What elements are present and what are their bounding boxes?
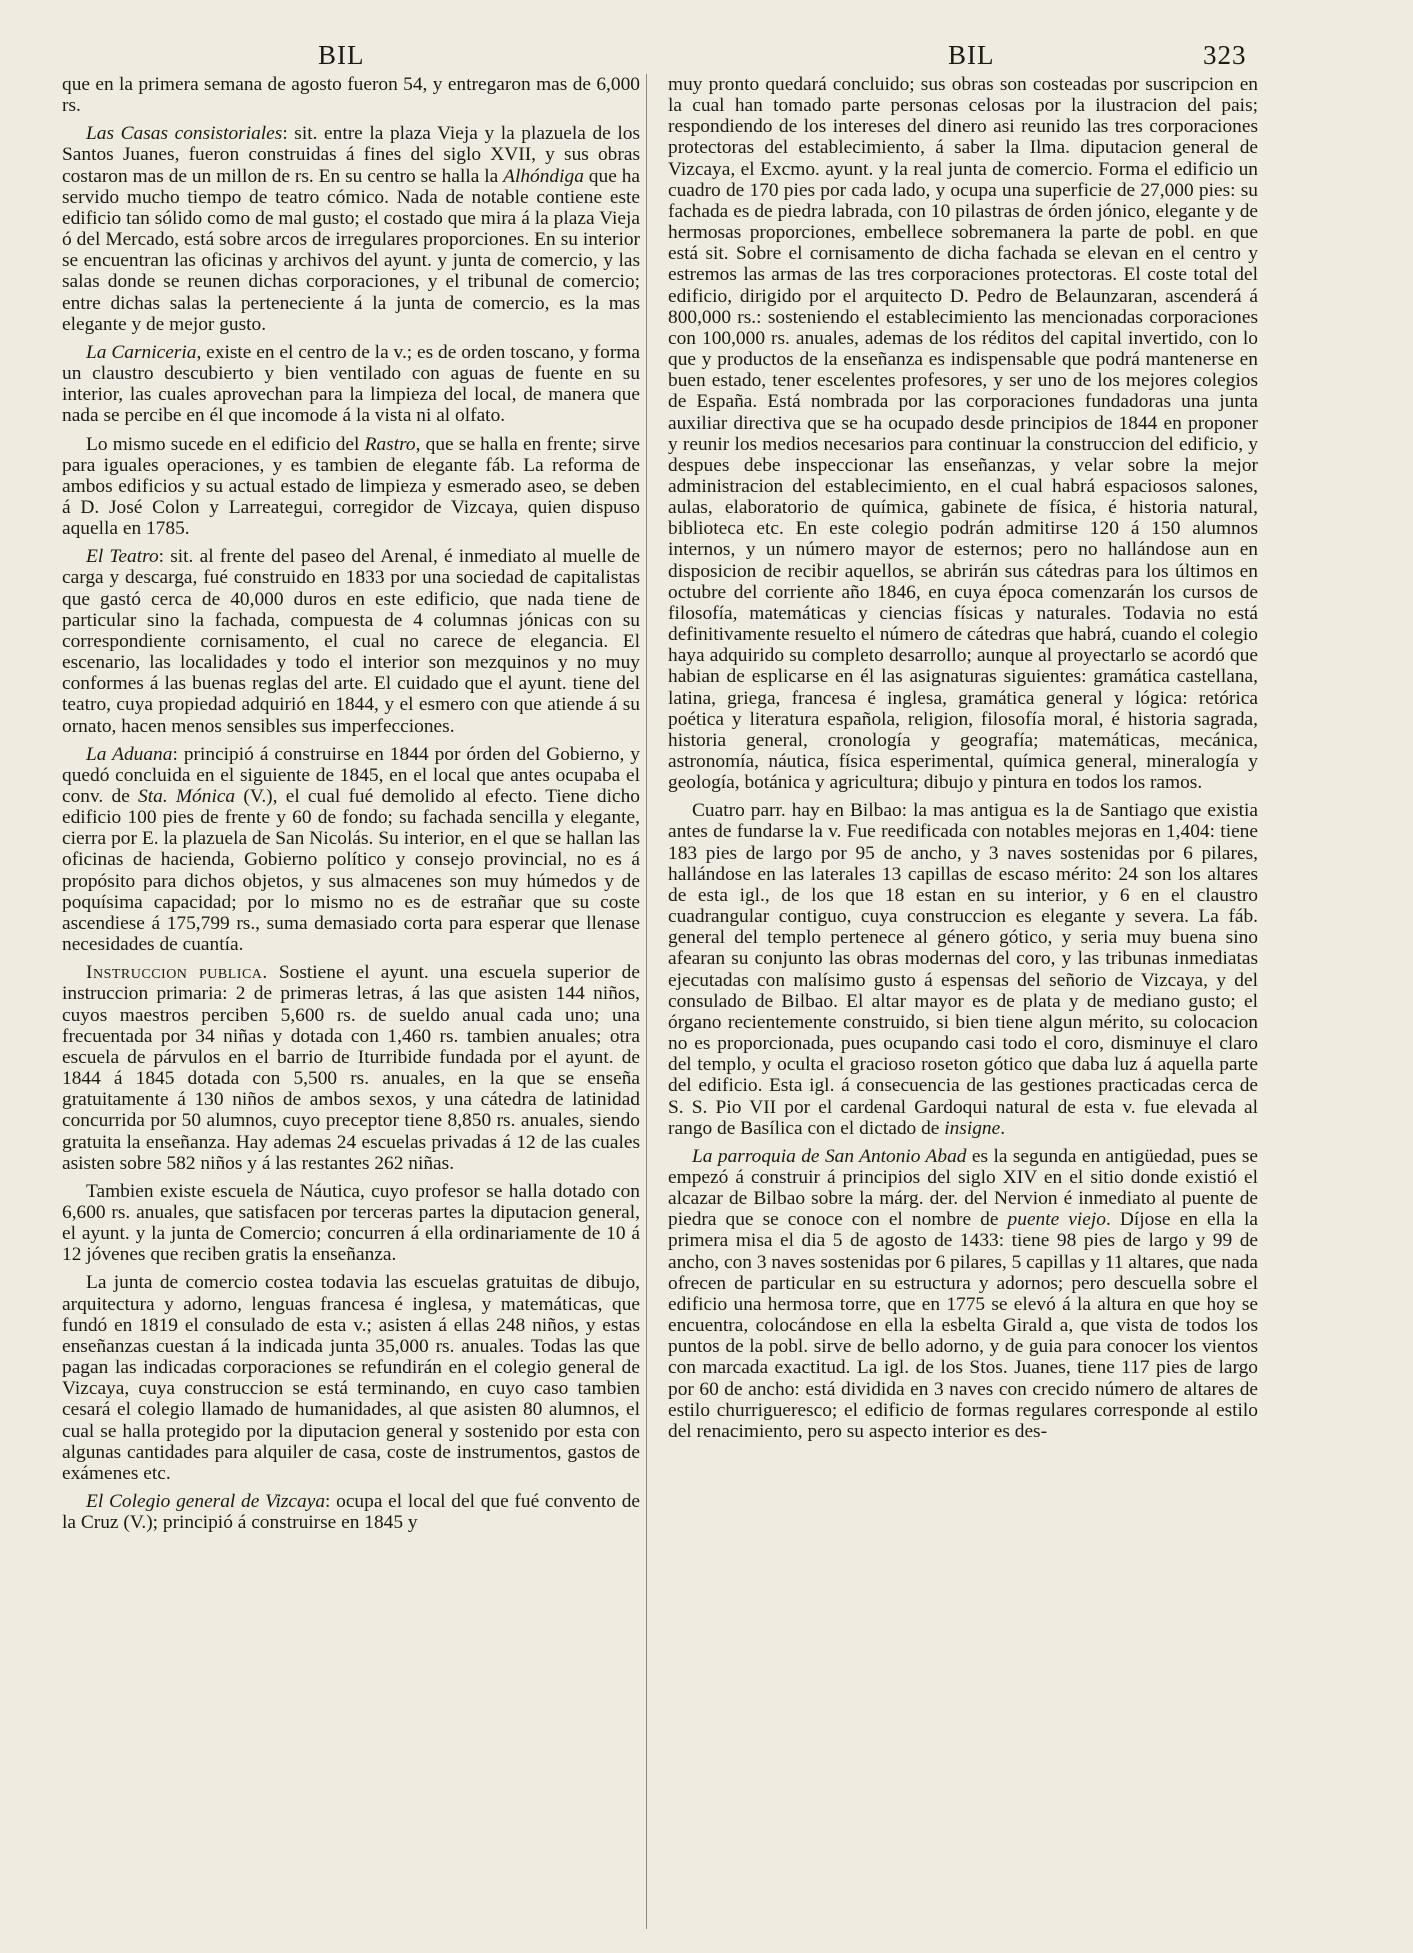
italic-term: Alhóndiga [503,165,584,187]
left-column [62,74,640,1936]
italic-term: Sta. Mónica [138,786,236,807]
italic-term: La parroquia de San Antonio Abad [692,1145,967,1167]
paragraph [62,1181,640,1266]
italic-term: insigne [944,1117,1001,1139]
paragraph [62,962,640,1174]
text-run: Lo mismo sucede en el edificio del [86,433,365,455]
italic-term: El Colegio general de Vizcaya [86,1491,326,1512]
italic-term: Rastro [364,433,416,455]
paragraph [62,1491,640,1533]
paragraph [62,1272,640,1484]
text-run: Cuatro parr. hay en Bilbao: la mas antigua es la de Santiago que existia antes de fundarse la v. Fue reedificada con notables mejoras en 1,404: tiene 183 pies de largo por 95 de ancho, y 3 naves sostenidas por 6 pilares, hallándose en las laterales 13 capillas de escaso mérito: 24 son los altares de esta igl., de los que 18 estan en su interior, y 6 en el claustro cuadrangular contiguo, cuya construccion es elegante y severa. La fáb. general del templo pertenece al género gótico, y seria muy buena sino afearan su conjunto las obras modernas del coro, y las tribunas inmediatas ejecutadas con malísimo gusto á espensas del señorio de Vizcaya, y del consulado de Bilbao. El altar mayor es de plata y de mediano gusto; el órgano recientemente construido, si bien tiene algun mérito, su colocacion no es proporcionada, pues ocupando casi todo el coro, disminuye el claro del templo, y oculta el gracioso roseton gótico que daba luz á aquella parte del edificio. Esta igl. á consecuencia de las gestiones practicadas cerca de S. S. Pio VII por el cardenal Gardoqui natural de esta v. fue elevada al rango de Basílica con el dictado de [668,800,1258,1139]
italic-term: Las Casas consistoriales [86,123,283,145]
running-head-left: BIL [318,40,365,70]
page-number: 323 [1203,40,1247,70]
paragraph [62,74,640,116]
text-run: . [1000,1117,1006,1139]
text-run: La junta de comercio costea todavia las escuelas gratuitas de dibujo, arquitectura y adorno, lenguas francesa é inglesa, y matemáticas, que fundó en 1819 el consulado de esta v.; asisten á ellas 248 niños, y estas enseñanzas cuestan á la indicada junta 35,000 rs. anuales. Todas las que pagan las indicadas corporaciones se refundirán en el colegio general de Vizcaya, cuya construccion se está terminando, en cuyo caso tambien cesará el colegio llamado de humanidades, al que asisten 80 alumnos, el cual se halla protegido por la diputacion general y sostenido por esta con algunas cantidades para alquiler de casa, coste de instrumentos, gastos de exámenes etc. [62,1272,640,1484]
text-run: que ha servido mucho tiempo de teatro cómico. Nada de notable contiene este edificio tan sólido como de mal gusto; el costado que mira á la plaza Vieja ó del Mercado, está sobre arcos de irregulares proporciones. En su interior se encuentran las oficinas y archivos del ayunt. y junta de comercio, y las salas donde se reunen dichas corporaciones, y el tribunal de comercio; entre dichas salas la perteneciente á la junta de comercio, es la mas elegante y de mejor gusto. [62,165,640,335]
text-run: , existe en el centro de la v.; es de orden toscano, y forma un claustro descubierto y bien ventilado con aguas de fuente en su interior, las cuales aprovechan para la limpieza del local, de manera que nada se percibe en él que incomode á la vista ni al olfato. [62,341,640,427]
paragraph [62,546,640,736]
section-heading: Instruccion publica. [86,962,268,984]
column-rule [646,74,647,1929]
text-run: : sit. al frente del paseo del Arenal, é inmediato al muelle de carga y descarga, fué construido en 1833 por una sociedad de capitalistas que gastó cerca de 40,000 duros en este edificio, que nada tiene de particular sino la fachada, compuesta de 4 columnas jónicas con su correspondiente cornisamento, el cual no carece de elegancia. El escenario, las localidades y todo el interior son mezquinos y no muy conformes á las buenas reglas del arte. El cuidado que el ayunt. tiene del teatro, cuya propiedad adquirió en 1844, y el esmero con que atiende á su ornato, hacen menos sensibles sus imperfecciones. [62,546,640,737]
paragraph [62,434,640,540]
text-run: Sostiene el ayunt. una escuela superior de instruccion primaria: 2 de primeras letras, á las que asisten 144 niños, cuyos maestros perciben 5,600 rs. de sueldo anual cada uno; una frecuentada por 34 niñas y dotada con 1,460 rs. tambien anuales; otra escuela de párvulos en el barrio de Iturribide fundada por el ayunt. de 1844 á 1845 dotada con 5,500 rs. anuales, en la que se enseña gratuitamente á 130 niños de ambos sexos, y una cátedra de latinidad concurrida por 50 alumnos, cuyo preceptor tiene 8,850 rs. anuales, siendo gratuita la enseñanza. Hay ademas 24 escuelas privadas á 12 de las cuales asisten sobre 582 niños y á las restantes 262 niñas. [62,962,640,1174]
running-head-right: BIL [948,40,995,70]
paragraph [668,74,1258,793]
text-run: (V.), el cual fué demolido al efecto. Tiene dicho edificio 100 pies de frente y 60 de fondo; su fachada sencilla y elegante, cierra por E. la plazuela de San Nicolás. Su interior, en el que se hallan las oficinas de hacienda, Gobierno político y consejo provincial, no es á propósito para dichos objetos, y sus almacenes son muy húmedos y de poquísima capacidad; por lo mismo no es de estrañar que su coste ascendiese á 175,799 rs., suma demasiado corta para esperar que llenase necesidades de cuantía. [62,786,640,956]
text-run: . Díjose en ella la primera misa el dia 5 de agosto de 1433: tiene 98 pies de largo y 99 de ancho, con 3 naves sostenidas por 6 pilares, 5 capillas y 11 altares, que nada ofrecen de particular en su estructura y adornos; pero descuella sobre el edificio una hermosa torre, que en 1775 se elevó á la altura en que hoy se encuentra, colocándose en ella la esbelta Girald a, que vista de todos los puntos de la pobl. sirve de bello adorno, y de guia para conocer los vientos con marcada exactitud. La igl. de los Stos. Juanes, tiene 117 pies de largo por 60 de ancho: está dividida en 3 naves con crecido número de altares de estilo churrigueresco; el edificio de formas regulares corresponde al estilo del renacimiento, pero su aspecto interior es des- [668,1209,1258,1442]
paragraph [668,800,1258,1139]
text-run: es la segunda en antigüedad, pues se empezó á construir á principios del siglo XIV en el sitio donde existió el alcazar de Bilbao sobre la márg. der. del Nervion é inmediato al puente de piedra que se conoce con el nombre de [668,1145,1258,1231]
italic-term: El Teatro [86,546,159,568]
text-run: : ocupa el local del que fué convento de la Cruz (V.); principió á construirse en 1845 y [62,1491,640,1534]
paragraph [62,342,640,427]
text-run: : sit. entre la plaza Vieja y la plazuela de los Santos Juanes, fueron construidas á fines del siglo XVII, y sus obras costaron mas de un millon de rs. En su centro se halla la [62,123,640,187]
italic-term: La Carniceria [86,341,197,363]
paragraph [668,1146,1258,1442]
right-column [668,74,1258,1936]
text-run: , que se halla en frente; sirve para iguales operaciones, y es tambien de elegante fáb. La reforma de ambos edificios y su actual estado de limpieza y esmerado aseo, se deben á D. José Colon y Larreategui, corregidor de Vizcaya, quien dispuso aquella en 1785. [62,433,640,540]
text-run: Tambien existe escuela de Náutica, cuyo profesor se halla dotado con 6,600 rs. anuales, que satisfacen por terceras partes la diputacion general, el ayunt. y la junta de Comercio; concurren á ella ordinariamente de 10 á 12 jóvenes que reciben gratis la enseñanza. [62,1180,640,1266]
paragraph [62,123,640,335]
paragraph [62,744,640,956]
italic-term: puente viejo [1007,1209,1106,1231]
text-run: muy pronto quedará concluido; sus obras son costeadas por suscripcion en la cual han tomado parte personas celosas por la ilustracion del pais; respondiendo de los intereses del dinero asi reunido las tres corporaciones protectoras del establecimiento, á saber la Ilma. diputacion general de Vizcaya, el Excmo. ayunt. y la real junta de comercio. Forma el edificio un cuadro de 170 pies por cada lado, y ocupa una superficie de 27,000 pies: su fachada es de piedra labrada, con 10 pilastras de órden jónico, elegante y de hermosas proporciones, embellece sobremanera la parte de pobl. en que está sit. Sobre el cornisamento de dicha fachada se elevan en el centro y estremos las armas de las tres corporaciones protectoras. El coste total del edificio, dirigido por el arquitecto D. Pedro de Belaunzaran, ascenderá á 800,000 rs.: sosteniendo el establecimiento las mencionadas corporaciones con 100,000 rs. anuales, ademas de los réditos del capital invertido, con lo que y productos de la enseñanza es indispensable que podrá mantenerse en buen estado, tener escelentes profesores, y ser uno de los mejores colegios de España. Está nombrada por las corporaciones fundadoras una junta auxiliar directiva que se ha ocupado desde principios de 1844 en proponer y reunir los medios necesarios para continuar la construccion del edificio, y despues debe inspeccionar las enseñanzas, y velar sobre la mejor administracion del establecimiento, en el cual habrá espaciosos salones, aulas, elaboratorio de química, gabinete de física, é historia natural, biblioteca etc. En este colegio podrán admitirse 120 á 150 alumnos internos, y un número mayor de esternos; pero no hallándose aun en disposicion de recibir aquellos, se abrirán sus cátedras para los últimos en octubre del corriente año 1846, en cuya época comenzarán los cursos de filosofía, matemáticas y ciencias físicas y naturales. Todavia no está definitivamente resuelto el número de cátedras que habrá, cuando el colegio haya adquirido su completo desarrollo; aunque al proyectarlo se acordó que habian de esplicarse en él las asignaturas siguientes: gramática castellana, latina, griega, francesa é inglesa, gramática general y lógica: retórica poética y literatura española, religion, filosofía moral, é historia sagrada, historia general, cronología y geografía; matemáticas, mecánica, astronomía, náutica, física esperimental, química general, mineralogía y geología, botánica y agricultura; dibujo y pintura en todos los ramos. [668,74,1258,794]
text-run: que en la primera semana de agosto fueron 54, y entregaron mas de 6,000 rs. [62,74,640,117]
italic-term: La Aduana [86,743,173,765]
text-run: : principió á construirse en 1844 por órden del Gobierno, y quedó concluida en el siguiente de 1845, en el local que antes ocupaba el conv. de [62,743,640,807]
